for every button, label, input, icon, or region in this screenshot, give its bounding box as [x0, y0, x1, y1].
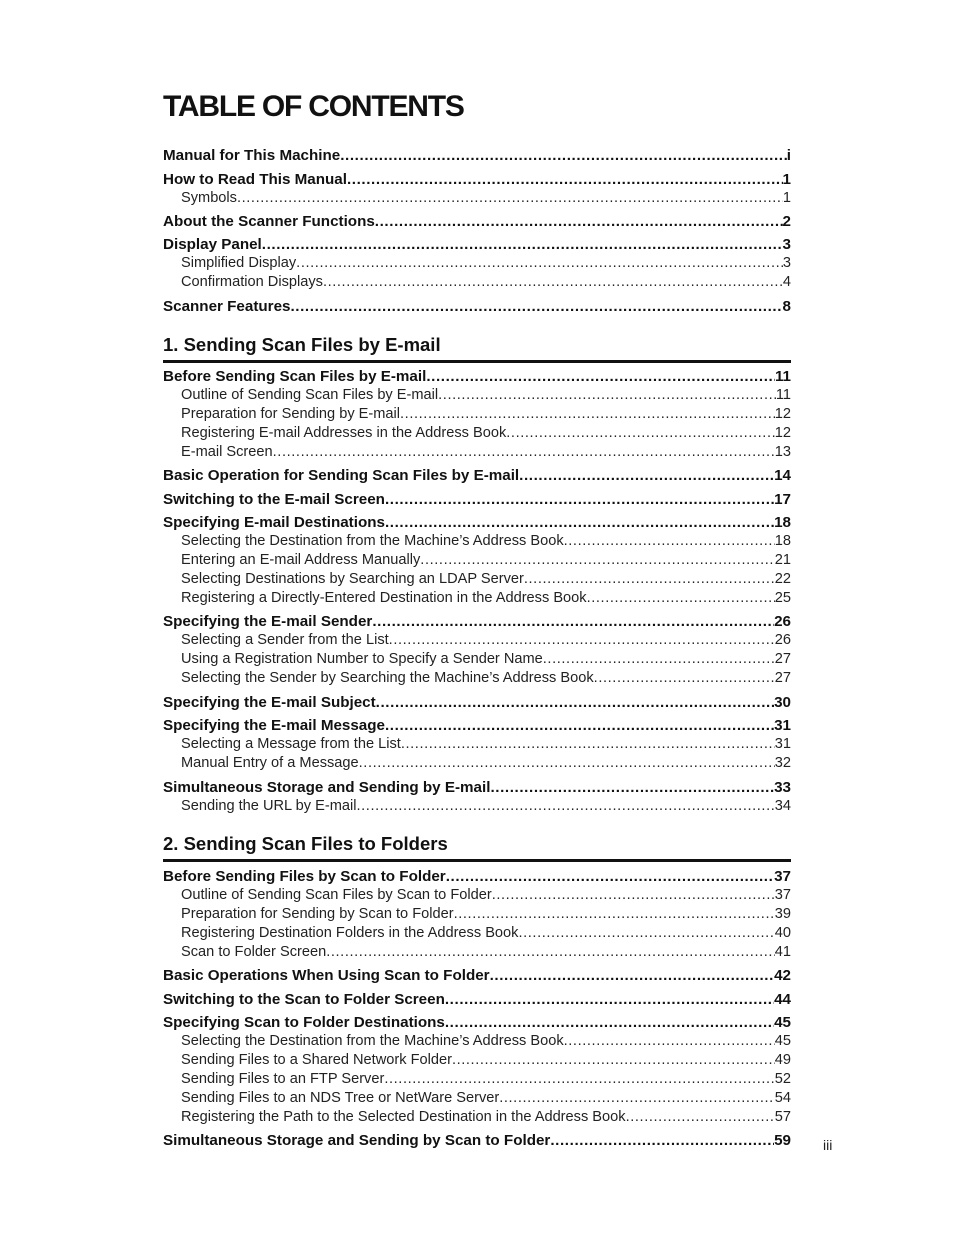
dot-leader — [237, 189, 783, 208]
dot-leader — [372, 612, 774, 631]
entry-title: Before Sending Scan Files by E-mail — [163, 368, 427, 386]
entry-page-number: 34 — [774, 797, 791, 814]
entry-title: Specifying the E-mail Message — [163, 717, 385, 735]
entry-page-number: 8 — [782, 297, 791, 315]
entry-title: Manual for This Machine — [163, 147, 341, 164]
entry-page-number: 30 — [774, 693, 791, 711]
entry-title: Outline of Sending Scan Files by E-mail — [181, 387, 439, 404]
toc-subentry[interactable] — [163, 905, 791, 924]
entry-page-number: 1 — [782, 170, 791, 188]
toc-heading-entry[interactable] — [163, 170, 791, 189]
toc-subentry[interactable] — [163, 1089, 791, 1108]
dot-leader — [359, 754, 775, 773]
entry-page-number: 12 — [774, 406, 791, 423]
dot-leader — [290, 297, 782, 316]
toc-heading-entry[interactable] — [163, 716, 791, 735]
entry-page-number: 13 — [774, 443, 791, 460]
toc-heading-entry[interactable] — [163, 212, 791, 231]
entry-page-number: 18 — [774, 514, 791, 532]
entry-title: Using a Registration Number to Specify a Sender Name — [181, 651, 543, 668]
entry-title: Entering an E-mail Address Manually — [181, 552, 421, 569]
entry-title: Switching to the Scan to Folder Screen — [163, 990, 445, 1008]
toc-subentry[interactable] — [163, 589, 791, 608]
entry-page-number: 11 — [775, 387, 791, 404]
dot-leader — [376, 693, 774, 712]
dot-leader — [519, 466, 774, 485]
entry-title: Specifying the E-mail Subject — [163, 693, 376, 711]
toc-heading-entry[interactable] — [163, 367, 791, 386]
entry-page-number: 3 — [782, 255, 791, 272]
toc-heading-entry[interactable] — [163, 146, 791, 165]
dot-leader — [296, 254, 783, 273]
dot-leader — [564, 532, 775, 551]
toc-heading-entry[interactable] — [163, 966, 791, 985]
entry-page-number: 40 — [774, 924, 791, 941]
dot-leader — [401, 735, 775, 754]
entry-page-number: 49 — [774, 1051, 791, 1068]
toc-subentry[interactable] — [163, 551, 791, 570]
entry-page-number: 18 — [774, 533, 791, 550]
dot-leader — [518, 924, 774, 943]
entry-title: Selecting a Message from the List — [181, 736, 401, 753]
entry-title: Sending Files to an NDS Tree or NetWare Server — [181, 1089, 500, 1106]
dot-leader — [445, 1013, 774, 1032]
toc-subentry[interactable] — [163, 735, 791, 754]
entry-title: Selecting the Sender by Searching the Machine’s Address Book — [181, 670, 594, 687]
entry-page-number: 12 — [774, 425, 791, 442]
entry-page-number: 14 — [774, 467, 791, 485]
dot-leader — [389, 631, 775, 650]
page-title: TABLE OF CONTENTS — [163, 90, 464, 123]
toc-subentry[interactable] — [163, 924, 791, 943]
entry-title: Selecting Destinations by Searching an LDAP Server — [181, 571, 524, 588]
entry-page-number: 42 — [774, 967, 791, 985]
entry-title: Basic Operations When Using Scan to Folder — [163, 967, 490, 985]
dot-leader — [375, 212, 783, 231]
entry-page-number: 59 — [774, 1132, 791, 1150]
section-title: 2. Sending Scan Files to Folders — [163, 815, 791, 862]
entry-title: Selecting the Destination from the Machine’s Address Book — [181, 1033, 564, 1050]
toc-subentry[interactable] — [163, 943, 791, 962]
toc-subentry[interactable] — [163, 254, 791, 273]
entry-page-number: 54 — [774, 1089, 791, 1106]
entry-title: Symbols — [181, 189, 237, 206]
dot-leader — [438, 386, 776, 405]
entry-title: Sending the URL by E-mail — [181, 797, 357, 814]
toc-subentry[interactable] — [163, 189, 791, 208]
entry-title: Specifying E-mail Destinations — [163, 514, 385, 532]
toc-section — [163, 316, 791, 816]
toc-subentry[interactable] — [163, 797, 791, 816]
entry-title: Switching to the E-mail Screen — [163, 490, 385, 508]
toc-heading-entry[interactable] — [163, 235, 791, 254]
entry-title: Registering the Path to the Selected Destination in the Address Book — [181, 1108, 626, 1125]
toc-subentry[interactable] — [163, 1051, 791, 1070]
toc-subentry[interactable] — [163, 273, 791, 292]
entry-page-number: 26 — [774, 632, 791, 649]
dot-leader — [420, 551, 774, 570]
entry-page-number: 32 — [774, 755, 791, 772]
entry-title: Scanner Features — [163, 297, 291, 315]
toc-subentry[interactable] — [163, 386, 791, 405]
dot-leader — [446, 867, 774, 886]
dot-leader — [400, 405, 775, 424]
entry-page-number: 4 — [782, 274, 791, 291]
dot-leader — [550, 1131, 774, 1150]
toc-subentry[interactable] — [163, 424, 791, 443]
dot-leader — [426, 367, 775, 386]
dot-leader — [452, 1051, 775, 1070]
entry-title: Registering a Directly-Entered Destination in the Address Book — [181, 590, 587, 607]
dot-leader — [564, 1032, 775, 1051]
dot-leader — [273, 443, 775, 462]
toc-heading-entry[interactable] — [163, 990, 791, 1009]
entry-title: Display Panel — [163, 236, 262, 254]
toc-subentry[interactable] — [163, 631, 791, 650]
entry-page-number: 31 — [774, 717, 791, 735]
page-number: iii — [823, 1137, 833, 1153]
dot-leader — [340, 146, 787, 165]
entry-title: Scan to Folder Screen — [181, 943, 327, 960]
entry-page-number: 17 — [774, 490, 791, 508]
toc-subentry[interactable] — [163, 669, 791, 688]
entry-page-number: 37 — [774, 886, 791, 903]
entry-title: Manual Entry of a Message — [181, 755, 359, 772]
entry-page-number: 45 — [774, 1014, 791, 1032]
section-title: 1. Sending Scan Files by E-mail — [163, 316, 791, 363]
entry-page-number: 26 — [774, 613, 791, 631]
toc-intro — [163, 146, 791, 316]
entry-page-number: 37 — [774, 867, 791, 885]
entry-title: Confirmation Displays — [181, 274, 323, 291]
toc-subentry[interactable] — [163, 650, 791, 669]
dot-leader — [499, 1089, 775, 1108]
entry-page-number: i — [786, 147, 791, 164]
dot-leader — [506, 424, 774, 443]
entry-page-number: 52 — [774, 1070, 791, 1087]
dot-leader — [385, 716, 774, 735]
entry-page-number: 41 — [774, 943, 791, 960]
entry-title: Preparation for Sending by Scan to Folder — [181, 905, 454, 922]
entry-page-number: 3 — [782, 236, 791, 254]
entry-page-number: 25 — [774, 590, 791, 607]
entry-title: E-mail Screen — [181, 443, 273, 460]
dot-leader — [490, 966, 775, 985]
entry-title: How to Read This Manual — [163, 170, 347, 188]
dot-leader — [323, 273, 783, 292]
dot-leader — [626, 1108, 775, 1127]
entry-title: Before Sending Files by Scan to Folder — [163, 867, 446, 885]
toc-heading-entry[interactable] — [163, 693, 791, 712]
entry-title: Simultaneous Storage and Sending by Scan to Folder — [163, 1132, 551, 1150]
entry-title: Registering E-mail Addresses in the Address Book — [181, 425, 507, 442]
entry-page-number: 45 — [774, 1033, 791, 1050]
dot-leader — [454, 905, 775, 924]
toc-section — [163, 815, 791, 1150]
toc-subentry[interactable] — [163, 1070, 791, 1089]
toc-heading-entry[interactable] — [163, 466, 791, 485]
dot-leader — [594, 669, 775, 688]
dot-leader — [587, 589, 775, 608]
toc-subentry[interactable] — [163, 405, 791, 424]
entry-title: Simplified Display — [181, 255, 297, 272]
toc-heading-entry[interactable] — [163, 1131, 791, 1150]
toc-heading-entry[interactable] — [163, 513, 791, 532]
entry-page-number: 57 — [774, 1108, 791, 1125]
entry-title: Simultaneous Storage and Sending by E-mail — [163, 778, 491, 796]
entry-title: Registering Destination Folders in the Address Book — [181, 924, 519, 941]
entry-page-number: 21 — [774, 552, 791, 569]
dot-leader — [543, 650, 775, 669]
dot-leader — [347, 170, 783, 189]
dot-leader — [492, 886, 775, 905]
entry-page-number: 44 — [774, 990, 791, 1008]
toc-heading-entry[interactable] — [163, 612, 791, 631]
toc-subentry[interactable] — [163, 443, 791, 462]
toc-heading-entry[interactable] — [163, 297, 791, 316]
entry-title: Specifying Scan to Folder Destinations — [163, 1014, 445, 1032]
toc-heading-entry[interactable] — [163, 867, 791, 886]
toc-heading-entry[interactable] — [163, 1013, 791, 1032]
entry-page-number: 11 — [774, 368, 791, 386]
entry-title: Selecting a Sender from the List — [181, 632, 389, 649]
entry-page-number: 22 — [774, 571, 791, 588]
toc-heading-entry[interactable] — [163, 778, 791, 797]
dot-leader — [490, 778, 774, 797]
entry-title: Sending Files to an FTP Server — [181, 1070, 385, 1087]
toc-subentry[interactable] — [163, 1108, 791, 1127]
entry-page-number: 1 — [782, 189, 791, 206]
entry-title: Selecting the Destination from the Machine’s Address Book — [181, 533, 564, 550]
entry-title: About the Scanner Functions — [163, 212, 375, 230]
dot-leader — [356, 797, 774, 816]
toc-subentry[interactable] — [163, 570, 791, 589]
dot-leader — [524, 570, 775, 589]
dot-leader — [326, 943, 775, 962]
entry-title: Outline of Sending Scan Files by Scan to Folder — [181, 886, 492, 903]
toc-heading-entry[interactable] — [163, 490, 791, 509]
dot-leader — [262, 235, 783, 254]
dot-leader — [384, 1070, 774, 1089]
entry-title: Specifying the E-mail Sender — [163, 613, 373, 631]
toc-subentry[interactable] — [163, 532, 791, 551]
toc-subentry[interactable] — [163, 1032, 791, 1051]
table-of-contents — [163, 146, 791, 1150]
toc-subentry[interactable] — [163, 754, 791, 773]
entry-page-number: 39 — [774, 905, 791, 922]
toc-subentry[interactable] — [163, 886, 791, 905]
entry-page-number: 31 — [774, 736, 791, 753]
entry-page-number: 27 — [774, 670, 791, 687]
entry-title: Basic Operation for Sending Scan Files by E-mail — [163, 467, 520, 485]
entry-page-number: 27 — [774, 651, 791, 668]
dot-leader — [385, 513, 774, 532]
dot-leader — [385, 490, 774, 509]
entry-title: Sending Files to a Shared Network Folder — [181, 1051, 452, 1068]
entry-title: Preparation for Sending by E-mail — [181, 406, 401, 423]
entry-page-number: 2 — [782, 212, 791, 230]
entry-page-number: 33 — [774, 778, 791, 796]
dot-leader — [445, 990, 774, 1009]
